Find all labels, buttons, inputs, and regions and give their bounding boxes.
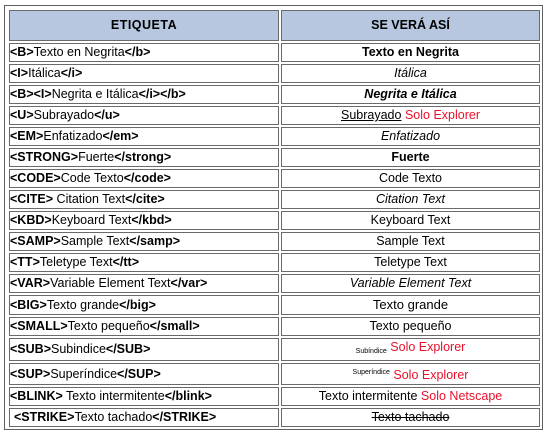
tag-text: Superíndice [50,366,118,381]
close-tag: </b> [124,45,151,59]
tag-code [9,43,279,62]
tag-text: Negrita e Itálica [51,87,139,101]
table-header-row [9,10,540,41]
table-row [9,253,540,272]
tag-text: Itálica [28,66,61,80]
open-tag: <CODE> [10,171,61,185]
open-tag: <CITE> [10,192,54,206]
table-row [9,106,540,125]
open-tag: <SUB> [10,342,51,356]
preview-text: Texto intermitente [318,389,418,403]
table-row [9,338,540,361]
tag-preview [281,317,540,336]
close-tag: </SUP> [117,366,161,381]
preview-text: Texto grande [372,297,449,312]
preview-text: Texto en Negrita [361,45,459,59]
open-tag: <SAMP> [10,234,61,248]
tag-text: Fuerte [78,150,115,164]
table-row [9,295,540,315]
tag-code [9,408,279,427]
tag-preview [281,295,540,315]
tag-code [9,253,279,272]
tag-text: Sample Text [60,234,130,248]
preview-text: Variable Element Text [349,276,472,290]
header-preview: SE VERÁ ASÍ [281,10,540,41]
table-row [9,211,540,230]
tag-text: Texto en Negrita [33,45,125,59]
open-tag: <SUP> [10,366,51,381]
browser-note: Solo Explorer [390,340,466,354]
close-tag: </i> [60,66,83,80]
tag-preview [281,85,540,104]
preview-text: Fuerte [391,150,430,164]
tag-code [9,106,279,125]
preview-text: Itálica [394,66,427,80]
tag-code [9,274,279,293]
tag-text: Code Texto [60,171,124,185]
open-tag: <TT> [10,255,40,269]
tag-preview [281,43,540,62]
browser-note: Solo Netscape [420,389,503,403]
tag-code [9,127,279,146]
tag-preview [281,232,540,251]
preview-text: Superíndice [352,369,390,376]
preview-text: Code Texto [378,171,442,185]
close-tag: </blink> [164,389,212,403]
tag-text: Enfatizado [43,129,103,143]
tag-text: Variable Element Text [50,276,171,290]
table-row [9,408,540,427]
open-tag: <KBD> [10,213,52,227]
close-tag: </small> [149,319,200,333]
table-row [9,127,540,146]
html-tags-table [7,8,542,429]
tag-preview [281,338,540,361]
tag-code [9,64,279,83]
tag-code [9,295,279,315]
tag-text: Teletype Text [39,255,113,269]
tag-code [9,232,279,251]
open-tag: <SMALL> [10,319,68,333]
table-row [9,85,540,104]
tag-text: Citation Text [53,192,126,206]
tag-code [9,85,279,104]
close-tag: </code> [123,171,171,185]
close-tag: </em> [102,129,139,143]
tag-code [9,211,279,230]
preview-text: Subíndice [355,348,387,355]
close-tag: </i></b> [138,87,186,101]
table-row [9,148,540,167]
tag-preview [281,363,540,385]
close-tag: </u> [94,108,120,122]
preview-text: Teletype Text [374,255,447,269]
tag-code [9,363,279,385]
close-tag: </samp> [129,234,181,248]
tag-preview [281,148,540,167]
preview-text: Negrita e Itálica [364,87,457,101]
preview-text: Citation Text [375,192,446,206]
table-row [9,43,540,62]
table-row [9,232,540,251]
close-tag: </cite> [125,192,165,206]
table-row [9,190,540,209]
tag-code [9,387,279,406]
tag-preview [281,169,540,188]
tag-preview [281,408,540,427]
preview-text: Texto pequeño [369,319,452,333]
open-tag: <BLINK> [10,389,63,403]
tag-code [9,317,279,336]
open-tag: <I> [10,66,29,80]
tag-text: Subrayado [33,108,95,122]
preview-text: Sample Text [376,234,445,248]
tag-preview [281,64,540,83]
tag-code [9,169,279,188]
open-tag: <STRIKE> [14,410,75,424]
tag-preview [281,127,540,146]
browser-note: Solo Explorer [393,368,469,382]
close-tag: </var> [170,276,208,290]
close-tag: </tt> [112,255,140,269]
browser-note: Solo Explorer [404,108,480,122]
tag-preview [281,190,540,209]
close-tag: </STRIKE> [152,410,217,424]
table-row [9,274,540,293]
open-tag: <U> [10,108,34,122]
tag-code [9,148,279,167]
tag-text: Texto pequeño [67,319,150,333]
open-tag: <STRONG> [10,150,79,164]
tag-code [9,190,279,209]
tag-preview [281,274,540,293]
header-tag: ETIQUETA [9,10,279,41]
close-tag: </SUB> [105,342,151,356]
tag-preview [281,106,540,125]
open-tag: <VAR> [10,276,51,290]
tag-preview [281,253,540,272]
tag-text: Keyboard Text [51,213,132,227]
table-row [9,317,540,336]
tag-text: Texto tachado [74,410,153,424]
tag-code [9,338,279,361]
tag-preview [281,387,540,406]
open-tag: <B><I> [10,87,52,101]
table-row [9,363,540,385]
table-row [9,64,540,83]
preview-text: Texto tachado [371,410,450,424]
table-row [9,169,540,188]
tag-text: Texto intermitente [62,389,165,403]
tag-text: Texto grande [46,297,120,312]
table-row [9,387,540,406]
open-tag: <BIG> [10,297,47,312]
open-tag: <B> [10,45,34,59]
close-tag: </strong> [114,150,172,164]
preview-text: Enfatizado [380,129,441,143]
tag-text: Subindice [51,342,106,356]
close-tag: </kbd> [131,213,172,227]
preview-text: Subrayado [341,108,402,122]
tag-preview [281,211,540,230]
tags-table-frame [4,5,543,430]
close-tag: </big> [119,297,156,312]
preview-text: Keyboard Text [370,213,451,227]
open-tag: <EM> [10,129,44,143]
